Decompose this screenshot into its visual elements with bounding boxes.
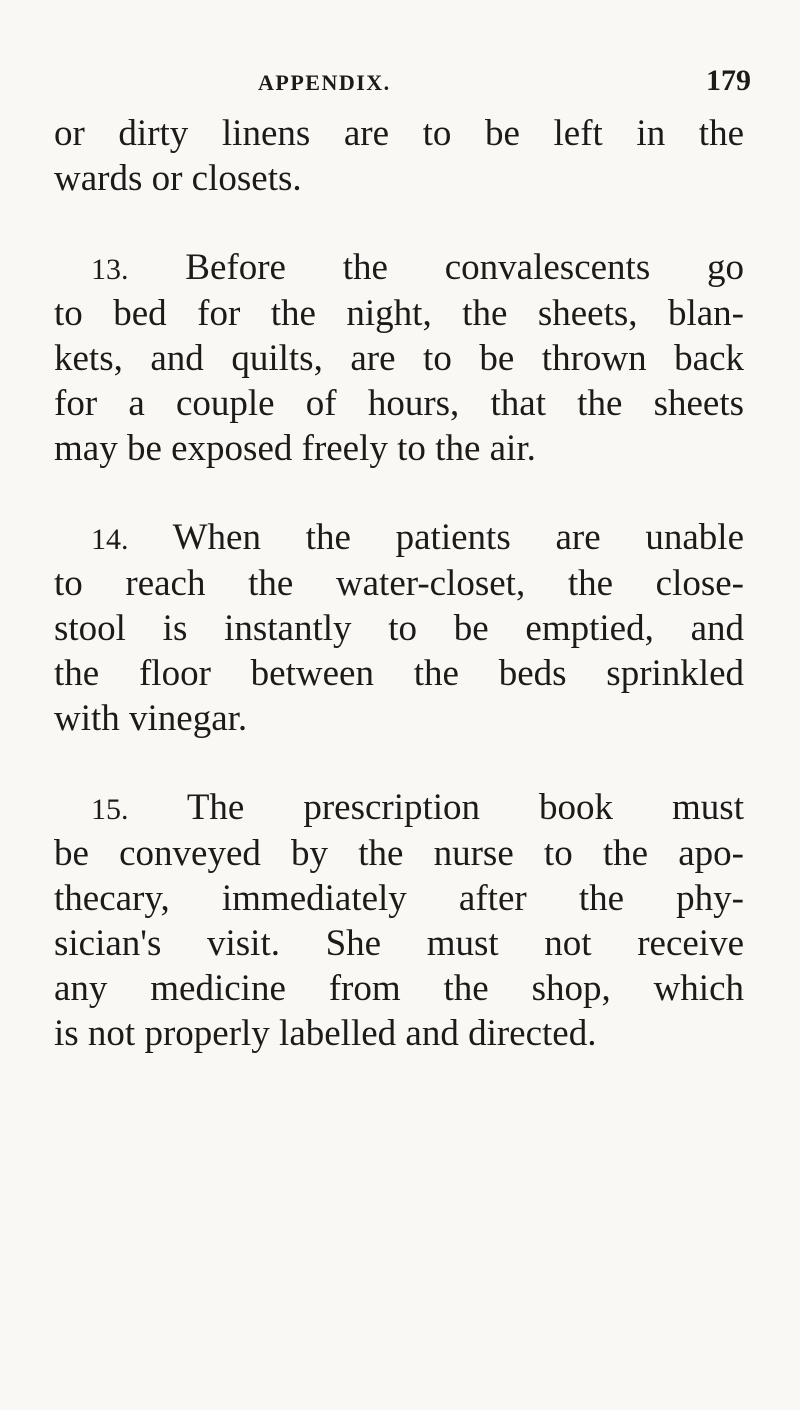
paragraph-first-line bbox=[54, 246, 744, 293]
paragraph-first-line bbox=[54, 786, 744, 833]
text-line: sician's visit. She must not receive bbox=[54, 922, 744, 964]
running-title: APPENDIX. bbox=[258, 70, 391, 95]
text-line: or dirty linens are to be left in the bbox=[54, 113, 744, 154]
paragraph-number: 14. bbox=[91, 522, 129, 556]
running-head bbox=[0, 64, 800, 104]
text-line: be conveyed by the nurse to the apo- bbox=[54, 833, 744, 875]
text-line: to bed for the night, the sheets, blan- bbox=[54, 293, 744, 335]
text-line: for a couple of hours, that the sheets bbox=[54, 382, 744, 424]
text-line: thecary, immediately after the phy- bbox=[54, 878, 744, 920]
paragraph-15 bbox=[54, 786, 744, 1057]
paragraph-number: 13. bbox=[91, 252, 129, 286]
text-line: with vinegar. bbox=[54, 697, 248, 739]
text-line: wards or closets. bbox=[54, 157, 302, 199]
text-fragment: The prescription book must bbox=[186, 786, 744, 828]
text-fragment: When the patients are unable bbox=[172, 516, 745, 558]
text-line: any medicine from the shop, which bbox=[54, 967, 744, 1009]
paragraph-14 bbox=[54, 516, 744, 742]
text-fragment: Before the convalescents go bbox=[185, 246, 745, 288]
text-line: the floor between the beds sprinkled bbox=[54, 652, 744, 694]
page-number: 179 bbox=[706, 64, 751, 97]
paragraph-13 bbox=[54, 246, 744, 472]
text-line: stool is instantly to be emptied, and bbox=[54, 608, 744, 650]
continuation-paragraph bbox=[54, 112, 744, 202]
body-text bbox=[54, 112, 744, 1056]
text-line: kets, and quilts, are to be thrown back bbox=[54, 338, 744, 380]
paragraph-first-line bbox=[54, 516, 744, 563]
text-line: may be exposed freely to the air. bbox=[54, 427, 536, 469]
paragraph-number: 15. bbox=[91, 792, 129, 826]
text-line: to reach the water-closet, the close- bbox=[54, 563, 744, 605]
text-line: is not properly labelled and directed. bbox=[54, 1012, 597, 1054]
